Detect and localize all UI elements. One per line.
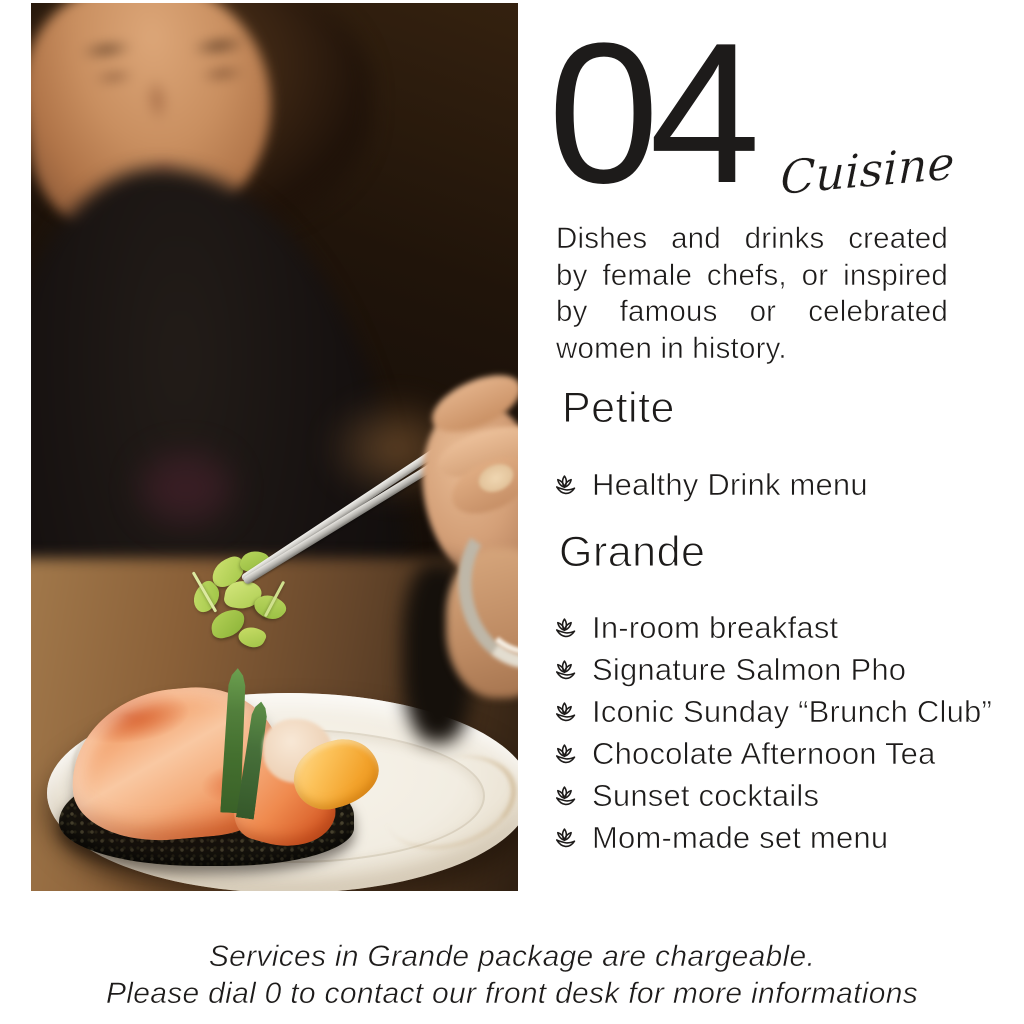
lotus-icon [553,826,578,851]
menu-item [553,775,992,817]
section-number: 04 [548,2,751,225]
menu-item [553,607,992,649]
lotus-icon [553,742,578,767]
sweater-logo-smudge [141,453,231,523]
grande-list [553,607,992,859]
lotus-icon [553,784,578,809]
footer-note [0,938,1024,1012]
menu-item-label: Iconic Sunday “Brunch Club” [592,694,992,729]
menu-item [553,817,992,859]
section-description [556,221,948,367]
menu-item [553,691,992,733]
menu-item [553,733,992,775]
lotus-icon [553,616,578,641]
microgreens-shape [181,551,316,669]
section-title-script: Cuisine [779,135,955,206]
footer-line: Please dial 0 to contact our front desk for more informations [105,977,919,1010]
menu-item [553,649,992,691]
menu-item-label: Signature Salmon Pho [592,652,907,687]
menu-item-label: Mom-made set menu [592,820,889,855]
lotus-icon [553,700,578,725]
description-line: women in history. [556,331,787,365]
footer-line: Services in Grande package are chargeable. [208,940,816,973]
petite-heading: Petite [562,384,675,432]
description-line: Dishes and drinks created [556,222,948,255]
chef-photo [31,3,518,891]
menu-item-label: Healthy Drink menu [592,467,868,502]
lotus-icon [553,473,578,498]
menu-item-label: Chocolate Afternoon Tea [592,736,936,771]
menu-item-label: Sunset cocktails [592,778,820,813]
petite-list [553,464,868,506]
lotus-icon [553,658,578,683]
grande-heading: Grande [559,528,706,576]
description-line: by famous or celebrated [556,295,948,329]
menu-item [553,464,868,506]
description-line: by female chefs, or inspired [556,258,948,292]
menu-item-label: In-room breakfast [592,610,839,645]
